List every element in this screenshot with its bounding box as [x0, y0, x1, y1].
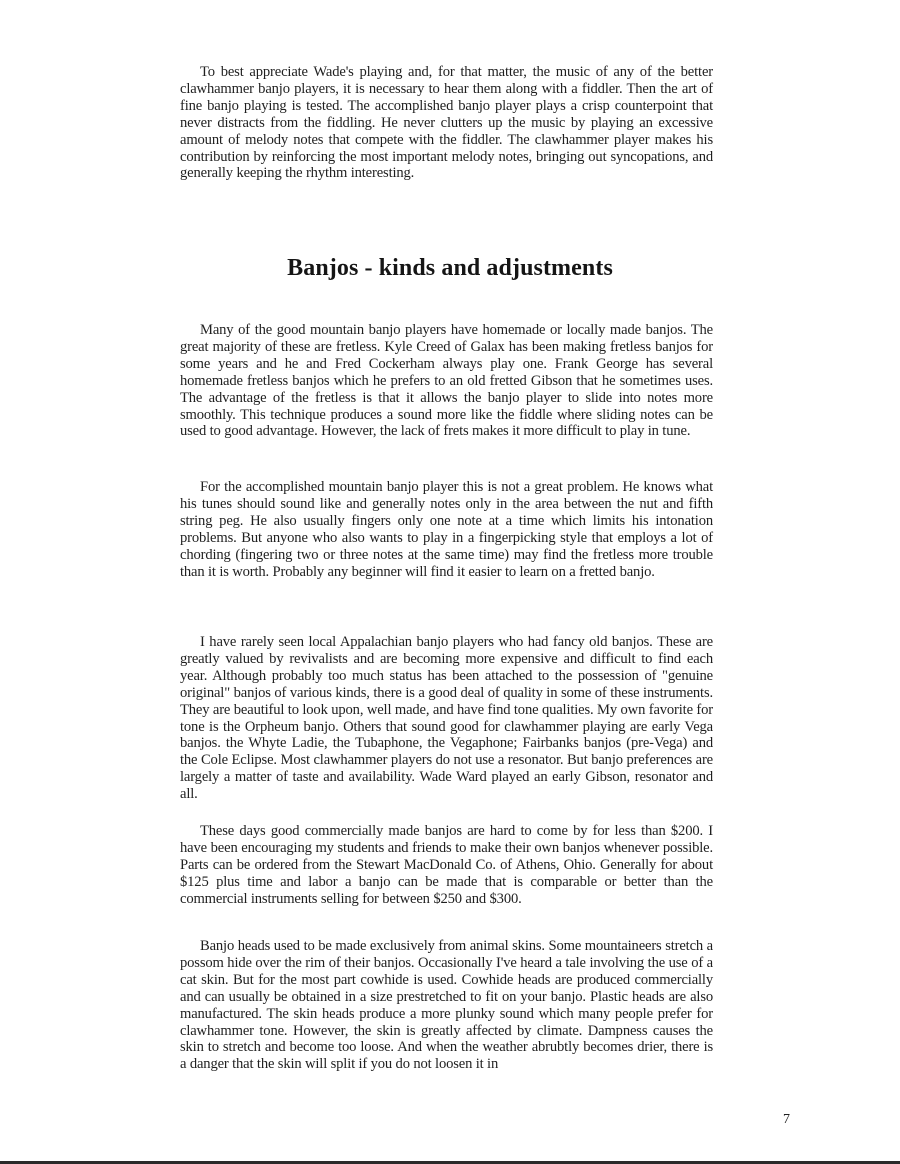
page-number: 7	[783, 1112, 790, 1127]
paragraph-commercial-banjos: These days good commercially made banjos are hard to come by for less than $200. I have been encouraging my students and friends to make their own banjos whenever possible. Parts can be ordered from the Stewart MacDonald Co. of Athens, Ohio. Generally for about $125 plus time and labor a banjo can be made that is comparable or better than the commercial instruments selling for between $250 and $300.	[180, 823, 713, 907]
section-heading: Banjos - kinds and adjustments	[287, 255, 613, 281]
paragraph-fretless-problem: For the accomplished mountain banjo player this is not a great problem. He knows what his tunes should sound like and generally notes only in the area between the nut and fifth string peg. He also usually fingers only one note at a time which limits his intonation problems. But anyone who also wants to play in a fingerpicking style that employs a lot of chording (fingering two or three notes at the same time) may find the fretless more trouble than it is worth. Probably any beginner will find it easier to learn on a fretted banjo.	[180, 479, 713, 580]
paragraph-wade-playing: To best appreciate Wade's playing and, for that matter, the music of any of the better clawhammer banjo players, it is necessary to hear them along with a fiddler. Then the art of fine banjo playing is tested. The accomplished banjo player plays a crisp counterpoint that never distracts from the fiddling. He never clutters up the music by playing an excessive amount of melody notes that compete with the fiddler. The clawhammer player makes his contribution by reinforcing the most important melody notes, bringing out syncopations, and generally keeping the rhythm interesting.	[180, 64, 713, 182]
paragraph-banjo-heads: Banjo heads used to be made exclusively from animal skins. Some mountaineers stretch a possom hide over the rim of their banjos. Occasionally I've heard a tale involving the use of a cat skin. But for the most part cowhide is used. Cowhide heads are produced commercially and can usually be obtained in a size prestretched to fit on your banjo. Plastic heads are also manufactured. The skin heads produce a more plunky sound which many people prefer for clawhammer tone. However, the skin is greatly affected by climate. Dampness causes the skin to stretch and become too loose. And when the weather abrubtly becomes drier, there is a danger that the skin will split if you do not loosen it in	[180, 938, 713, 1073]
paragraph-fancy-old-banjos: I have rarely seen local Appalachian banjo players who had fancy old banjos. These are greatly valued by revivalists and are becoming more expensive and difficult to find each year. Although probably too much status has been attached to the possession of "genuine original" banjos of various kinds, there is a good deal of quality in some of these instruments. They are beautiful to look upon, well made, and have find tone qualities. My own favorite for tone is the Orpheum banjo. Others that sound good for clawhammer playing are early Vega banjos. the Whyte Ladie, the Tubaphone, the Vegaphone; Fairbanks banjos (pre-Vega) and the Cole Eclipse. Most clawhammer players do not use a resonator. But banjo preferences are largely a matter of taste and availability. Wade Ward played an early Gibson, resonator and all.	[180, 634, 713, 803]
paragraph-homemade-banjos: Many of the good mountain banjo players have homemade or locally made banjos. The great majority of these are fretless. Kyle Creed of Galax has been making fretless banjos for some years and he and Fred Cockerham always play one. Frank George has several homemade fretless banjos which he prefers to an old fretted Gibson that he sometimes uses. The advantage of the fretless is that it allows the banjo player to slide into notes more smoothly. This technique produces a sound more like the fiddle where sliding notes can be used to good advantage. However, the lack of frets makes it more difficult to play in tune.	[180, 322, 713, 440]
